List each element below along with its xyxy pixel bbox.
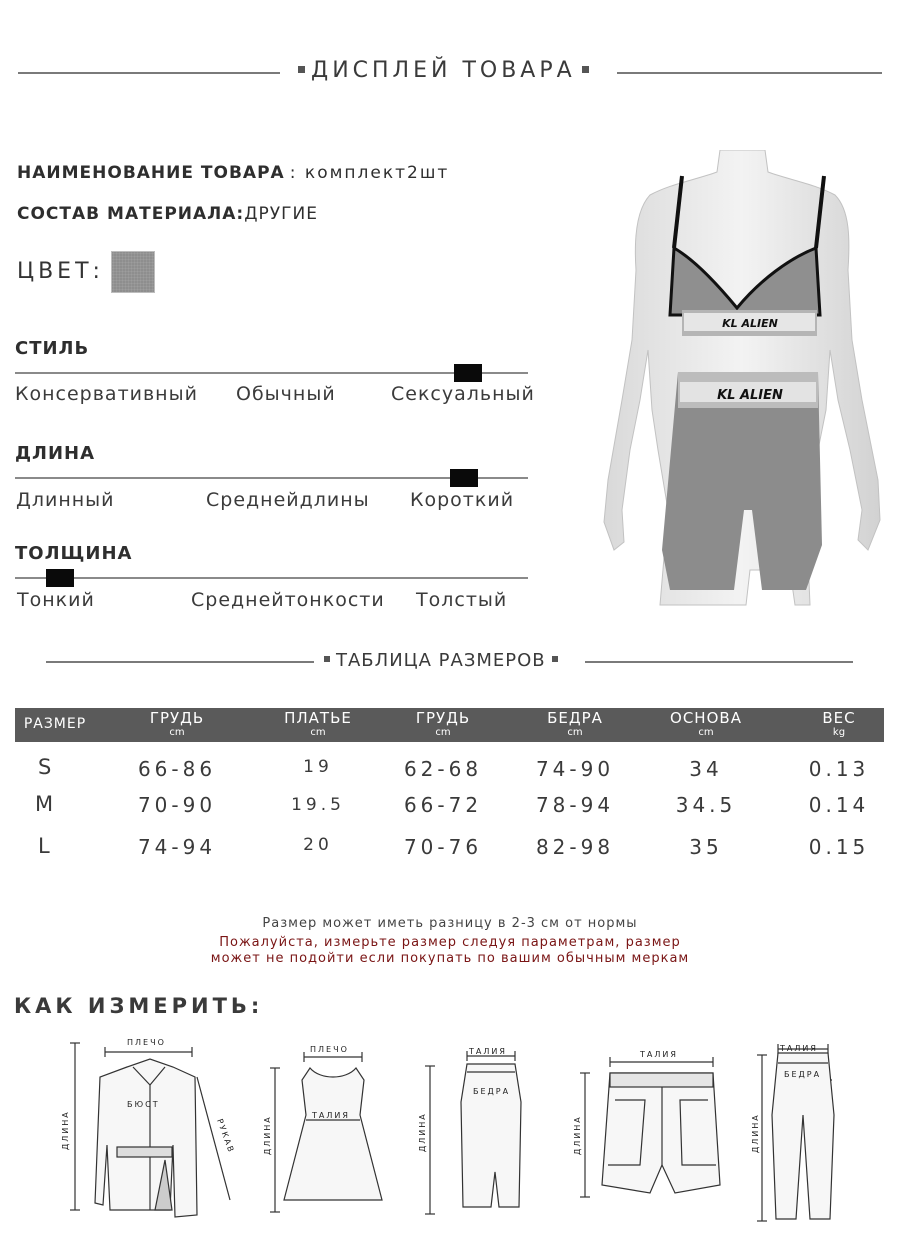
thickness-option-medium: Среднейтонкости <box>191 589 385 611</box>
length-title: ДЛИНА <box>15 443 96 464</box>
col-header-weight: ВЕС kg <box>822 709 856 738</box>
pants-measure-diagram <box>750 1035 880 1225</box>
bullet-icon <box>582 66 589 73</box>
bullet-icon <box>298 66 305 73</box>
col-header-size: РАЗМЕР <box>23 716 87 732</box>
shorts-measure-diagram <box>570 1045 750 1205</box>
length-label: ДЛИНА <box>573 1115 582 1155</box>
length-label: ДЛИНА <box>61 1110 70 1150</box>
cell-chest-2: 66-72 <box>403 793 483 817</box>
bullet-icon <box>552 656 558 662</box>
thickness-selected-marker <box>46 569 74 587</box>
measure-warning-line-1: Пожалуйста, измерьте размер следуя параметрам, размер <box>219 935 681 950</box>
cell-chest: 74-94 <box>137 835 217 859</box>
cell-chest-2: 70-76 <box>403 835 483 859</box>
cell-chest: 66-86 <box>137 757 217 781</box>
cell-chest-2: 62-68 <box>403 757 483 781</box>
product-name-label: НАИМЕНОВАНИЕ ТОВАРА <box>17 163 285 183</box>
length-option-short: Короткий <box>410 489 515 511</box>
col-header-dress: ПЛАТЬЕ cm <box>284 709 352 738</box>
how-to-measure-title: КАК ИЗМЕРИТЬ: <box>14 994 264 1018</box>
size-header-line-left <box>46 661 314 663</box>
waist-label: ТАЛИЯ <box>640 1050 678 1059</box>
style-title: СТИЛЬ <box>15 338 90 359</box>
hips-label: БЕДРА <box>784 1070 822 1079</box>
length-option-long: Длинный <box>16 489 115 511</box>
color-swatch <box>111 251 155 293</box>
bust-label: БЮСТ <box>127 1100 160 1109</box>
color-label: ЦВЕТ: <box>17 259 104 284</box>
cell-hips: 74-90 <box>535 757 615 781</box>
style-scale-line <box>15 372 528 374</box>
material-row <box>17 204 318 224</box>
thickness-option-thin: Тонкий <box>17 589 95 611</box>
size-header-line-right <box>585 661 853 663</box>
col-header-base: ОСНОВА cm <box>670 709 742 738</box>
product-photo <box>600 150 885 610</box>
material-label: СОСТАВ МАТЕРИАЛА: <box>17 204 245 224</box>
shoulder-label: ПЛЕЧО <box>310 1045 349 1054</box>
cell-weight: 0.13 <box>808 757 870 781</box>
display-header-line-right <box>617 72 882 74</box>
sleeve-label: РУКАВ <box>215 1117 237 1155</box>
waist-label: ТАЛИЯ <box>312 1111 350 1120</box>
size-section-title: ТАБЛИЦА РАЗМЕРОВ <box>318 650 564 671</box>
size-table-header <box>15 708 884 742</box>
length-label: ДЛИНА <box>418 1112 427 1152</box>
cell-dress: 19 <box>303 757 333 777</box>
cell-weight: 0.15 <box>808 835 870 859</box>
waist-label: ТАЛИЯ <box>780 1044 818 1053</box>
product-name-value: : комплект2шт <box>289 163 450 183</box>
bra-brand-label: KL ALIEN <box>722 317 778 330</box>
thickness-option-thick: Толстый <box>416 589 508 611</box>
jacket-measure-diagram <box>55 1035 245 1220</box>
bullet-icon <box>324 656 330 662</box>
thickness-title: ТОЛЩИНА <box>15 543 133 564</box>
shoulder-label: ПЛЕЧО <box>127 1038 166 1047</box>
col-header-chest: ГРУДЬ cm <box>149 709 205 738</box>
display-header-line-left <box>18 72 280 74</box>
cell-base: 34.5 <box>675 793 737 817</box>
dress-measure-diagram <box>260 1040 395 1220</box>
style-option-conservative: Консервативный <box>15 383 198 405</box>
cell-dress: 19.5 <box>291 795 345 815</box>
style-option-sexy: Сексуальный <box>391 383 535 405</box>
cell-base: 34 <box>689 757 723 781</box>
thickness-scale-line <box>15 577 528 579</box>
length-label: ДЛИНА <box>263 1115 272 1155</box>
length-label: ДЛИНА <box>751 1113 760 1153</box>
cell-weight: 0.14 <box>808 793 870 817</box>
waist-label: ТАЛИЯ <box>469 1047 507 1056</box>
style-selected-marker <box>454 364 482 382</box>
length-option-medium: Среднейдлины <box>206 489 370 511</box>
skirt-measure-diagram <box>415 1042 535 1222</box>
cell-size: S <box>38 755 52 779</box>
material-value: ДРУГИЕ <box>244 204 318 224</box>
shorts-brand-label: KL ALIEN <box>717 388 783 403</box>
product-name-row <box>17 163 449 183</box>
cell-hips: 82-98 <box>535 835 615 859</box>
measure-warning-line-2: может не подойти если покупать по вашим обычным меркам <box>210 951 690 966</box>
cell-size: M <box>35 792 54 816</box>
cell-hips: 78-94 <box>535 793 615 817</box>
cell-base: 35 <box>689 835 723 859</box>
col-header-hips: БЕДРА cm <box>547 709 603 738</box>
cell-size: L <box>38 834 50 858</box>
cell-chest: 70-90 <box>137 793 217 817</box>
cell-dress: 20 <box>303 835 333 855</box>
hips-label: БЕДРА <box>473 1087 511 1096</box>
style-option-casual: Обычный <box>236 383 336 405</box>
display-section-title: ДИСПЛЕЙ ТОВАРА <box>292 58 595 83</box>
size-difference-note: Размер может иметь разницу в 2-3 см от нормы <box>262 916 638 931</box>
col-header-chest-2: ГРУДЬ cm <box>415 709 471 738</box>
length-selected-marker <box>450 469 478 487</box>
